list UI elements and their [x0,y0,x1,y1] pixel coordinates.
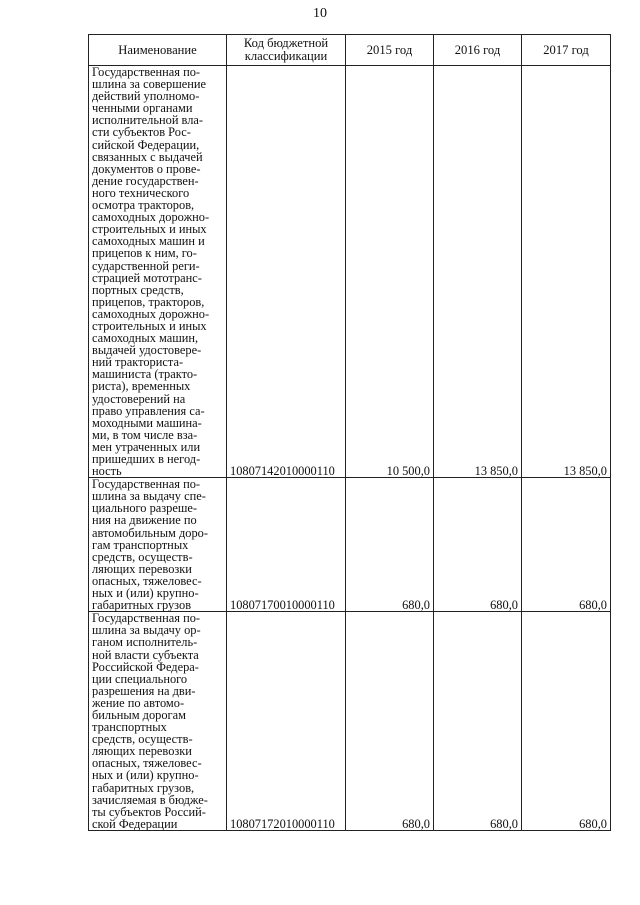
header-year-2016: 2016 год [434,35,522,66]
page-number: 10 [313,6,327,21]
budget-table [88,34,611,831]
header-year-2017: 2017 год [522,35,611,66]
table-row [89,478,611,612]
row-value-2016: 13 850,0 [434,66,522,478]
row-budget-code: 10807170010000110 [227,478,346,612]
header-name: Наименование [89,35,227,66]
row-value-2017: 13 850,0 [522,66,611,478]
row-value-2017: 680,0 [522,612,611,831]
row-value-2015: 10 500,0 [346,66,434,478]
row-name: Государственная по- шлина за совершение действий уполномо- ченными органами исполнительной вла- сти субъектов Рос- сийской Федерации, связанных с выдачей документов о прове- дение государствен- ного технического осмотра тракторов, самоходных дорожно- строительных и иных самоходных машин и прицепов к ним, го- сударственной реги- страцией мототранс- портных средств, прицепов, тракторов, самоходных дорожно- строительных и иных самоходных машин, выдачей удостовере- ний тракториста- машиниста (тракто- риста), временных удостоверений на право управления са- моходными машина- ми, в том числе вза- мен утраченных или пришедших в негод- ность [89,66,227,478]
row-name: Государственная по- шлина за выдачу ор- ганом исполнитель- ной власти субъекта Российской Федера- ции специального разрешения на дви- жение по автомо- бильным дорогам транспортных средств, осуществ- ляющих перевозки опасных, тяжеловес- ных и (или) крупно- габаритных грузов, зачисляемая в бюдже- ты субъектов Россий- ской Федерации [89,612,227,831]
row-value-2015: 680,0 [346,478,434,612]
row-budget-code: 10807172010000110 [227,612,346,831]
table-row [89,612,611,831]
row-budget-code: 10807142010000110 [227,66,346,478]
table-header-row [89,35,611,66]
header-budget-code: Код бюджетной классификации [227,35,346,66]
row-value-2017: 680,0 [522,478,611,612]
row-name: Государственная по- шлина за выдачу спе- циального разреше- ния на движение по автомобильным доро- гам транспортных средств, осуществ- ляющих перевозки опасных, тяжеловес- ных и (или) крупно- габаритных грузов [89,478,227,612]
header-year-2015: 2015 год [346,35,434,66]
table-row [89,66,611,478]
row-value-2016: 680,0 [434,478,522,612]
row-value-2016: 680,0 [434,612,522,831]
row-value-2015: 680,0 [346,612,434,831]
